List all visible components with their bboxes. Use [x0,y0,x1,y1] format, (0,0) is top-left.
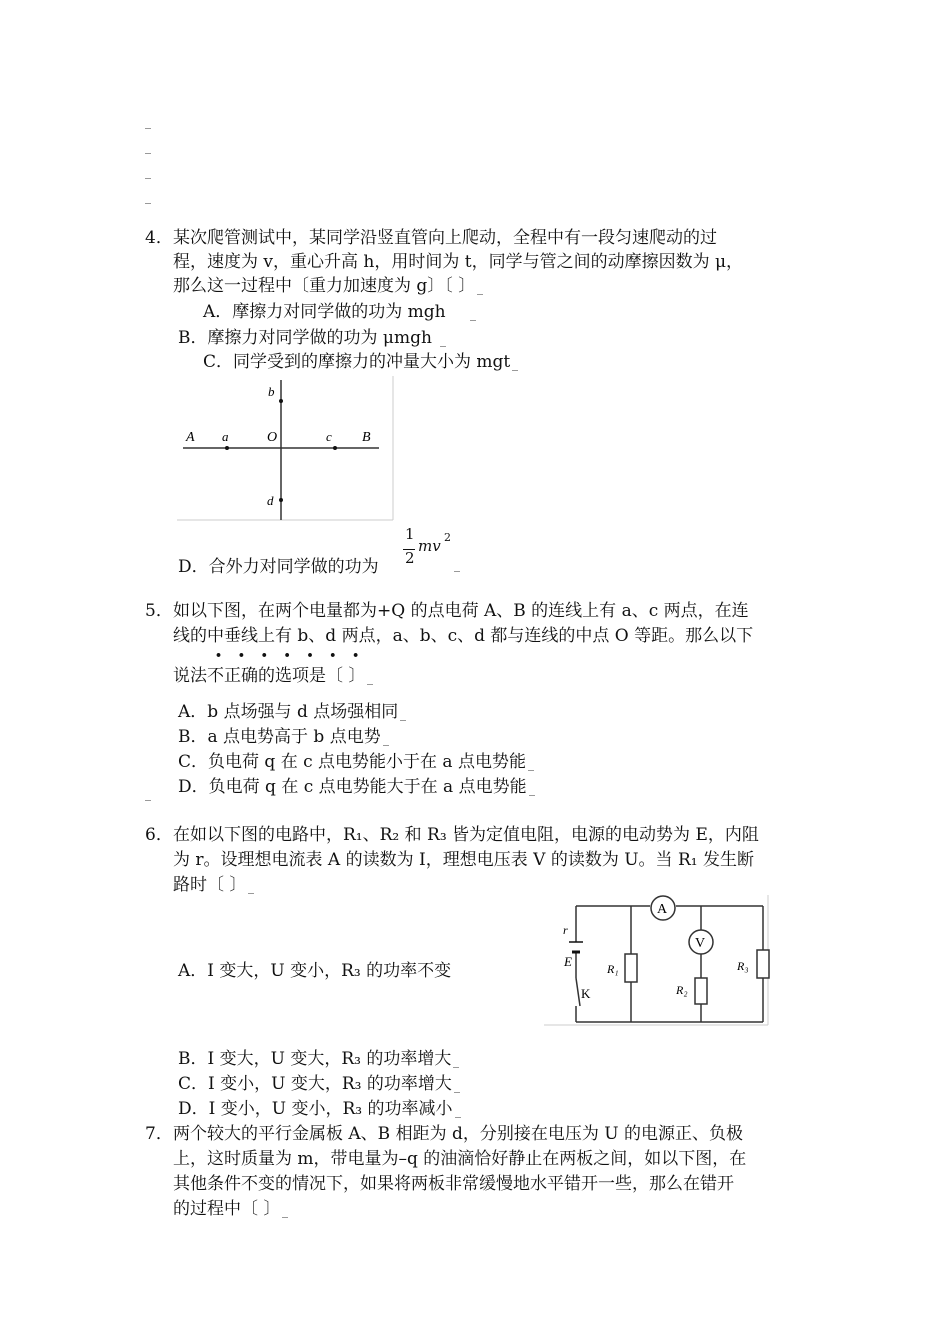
point-a [225,446,229,450]
question-number: 7． [145,1124,173,1144]
option-a[interactable]: A．b 点场强与 d 点场强相同 [178,700,406,724]
point-d [279,498,283,502]
label-R2: R₂ [676,983,688,997]
option-b[interactable]: B．摩擦力对同学做的功为 μmgh [178,326,446,350]
option-c[interactable]: C．同学受到的摩擦力的冲量大小为 mgt [203,350,518,374]
option-c[interactable]: C．负电荷 q 在 c 点电势能小于在 a 点电势能 [178,750,534,774]
paragraph-mark [145,153,151,154]
paragraph-mark [145,800,151,801]
question-stem-line: 某次爬管测试中，某同学沿竖直管向上爬动，全程中有一段匀速爬动的过 [173,228,717,248]
question-stem-line: 程，速度为 v，重心升高 h，用时间为 t，同学与管之间的动摩擦因数为 μ， [173,252,744,272]
ammeter-label: A [657,902,668,917]
label-r: r [563,923,568,937]
label-c: c [326,429,332,444]
emphasis-dots: • • • • • • • [215,649,366,662]
paragraph-mark [145,203,151,204]
question-number: 5． [145,601,173,621]
label-K: K [581,986,591,1001]
label-d: d [267,493,274,508]
option-d[interactable]: D．I 变小，U 变小，R₃ 的功率减小 [178,1097,461,1121]
paragraph-mark [454,571,460,572]
question-number: 6． [145,825,173,845]
question-stem-line: 上，这时质量为 m，带电量为–q 的油滴恰好静止在两板之间，如以下图，在 [173,1149,747,1169]
paragraph-mark [145,178,151,179]
circuit-diagram [543,894,773,1030]
voltmeter-label: V [695,936,706,951]
question-stem-line: 在如以下图的电路中，R₁、R₂ 和 R₃ 皆为定值电阻，电源的电动势为 E，内阻 [173,825,759,845]
label-R3: R₃ [737,959,749,973]
paragraph-mark [145,128,151,129]
label-a: a [222,429,229,444]
question-stem-line: 为 r。设理想电流表 A 的读数为 I，理想电压表 V 的读数为 U。当 R₁ 发生断 [173,850,754,870]
label-E: E [564,954,572,969]
formula-half-mv2: 1 2 mv 2 [405,525,451,567]
option-d[interactable]: D．负电荷 q 在 c 点电势能大于在 a 点电势能 [178,775,535,799]
question-stem-line: 的过程中〔 〕 [173,1197,288,1221]
point-b [279,399,283,403]
question-stem-line: 两个较大的平行金属板 A、B 相距为 d，分别接在电压为 U 的电源正、负极 [173,1124,743,1144]
question-stem-line: 线的中垂线上有 b、d 两点，a、b、c、d 都与连线的中点 O 等距。那么以下 [173,626,754,646]
label-A: A [186,430,195,445]
label-b: b [268,384,275,399]
point-c [333,446,337,450]
question-stem-line: 其他条件不变的情况下，如果将两板非常缓慢地水平错开一些，那么在错开 [173,1174,734,1194]
option-b[interactable]: B．a 点电势高于 b 点电势 [178,725,389,749]
option-d[interactable]: D．合外力对同学做的功为 [178,557,379,577]
charge-diagram [175,374,405,524]
label-B: B [362,430,371,445]
question-number: 4． [145,228,173,248]
question-stem-line: 路时〔 〕 [173,873,254,897]
label-O: O [267,430,278,445]
question-stem-line: 说法不正确的选项是〔 〕 [173,664,373,688]
option-a[interactable]: A．I 变大，U 变小，R₃ 的功率不变 [178,961,452,981]
option-b[interactable]: B．I 变大，U 变大，R₃ 的功率增大 [178,1047,459,1071]
label-R1: R₁ [607,962,619,976]
option-a[interactable]: A．摩擦力对同学做的功为 mgh [203,300,476,324]
question-stem-line: 如以下图，在两个电量都为+Q 的点电荷 A、B 的连线上有 a、c 两点，在连 [173,601,749,621]
option-c[interactable]: C．I 变小，U 变大，R₃ 的功率增大 [178,1072,460,1096]
question-stem-line: 那么这一过程中〔重力加速度为 g〕〔 〕 [173,274,483,298]
